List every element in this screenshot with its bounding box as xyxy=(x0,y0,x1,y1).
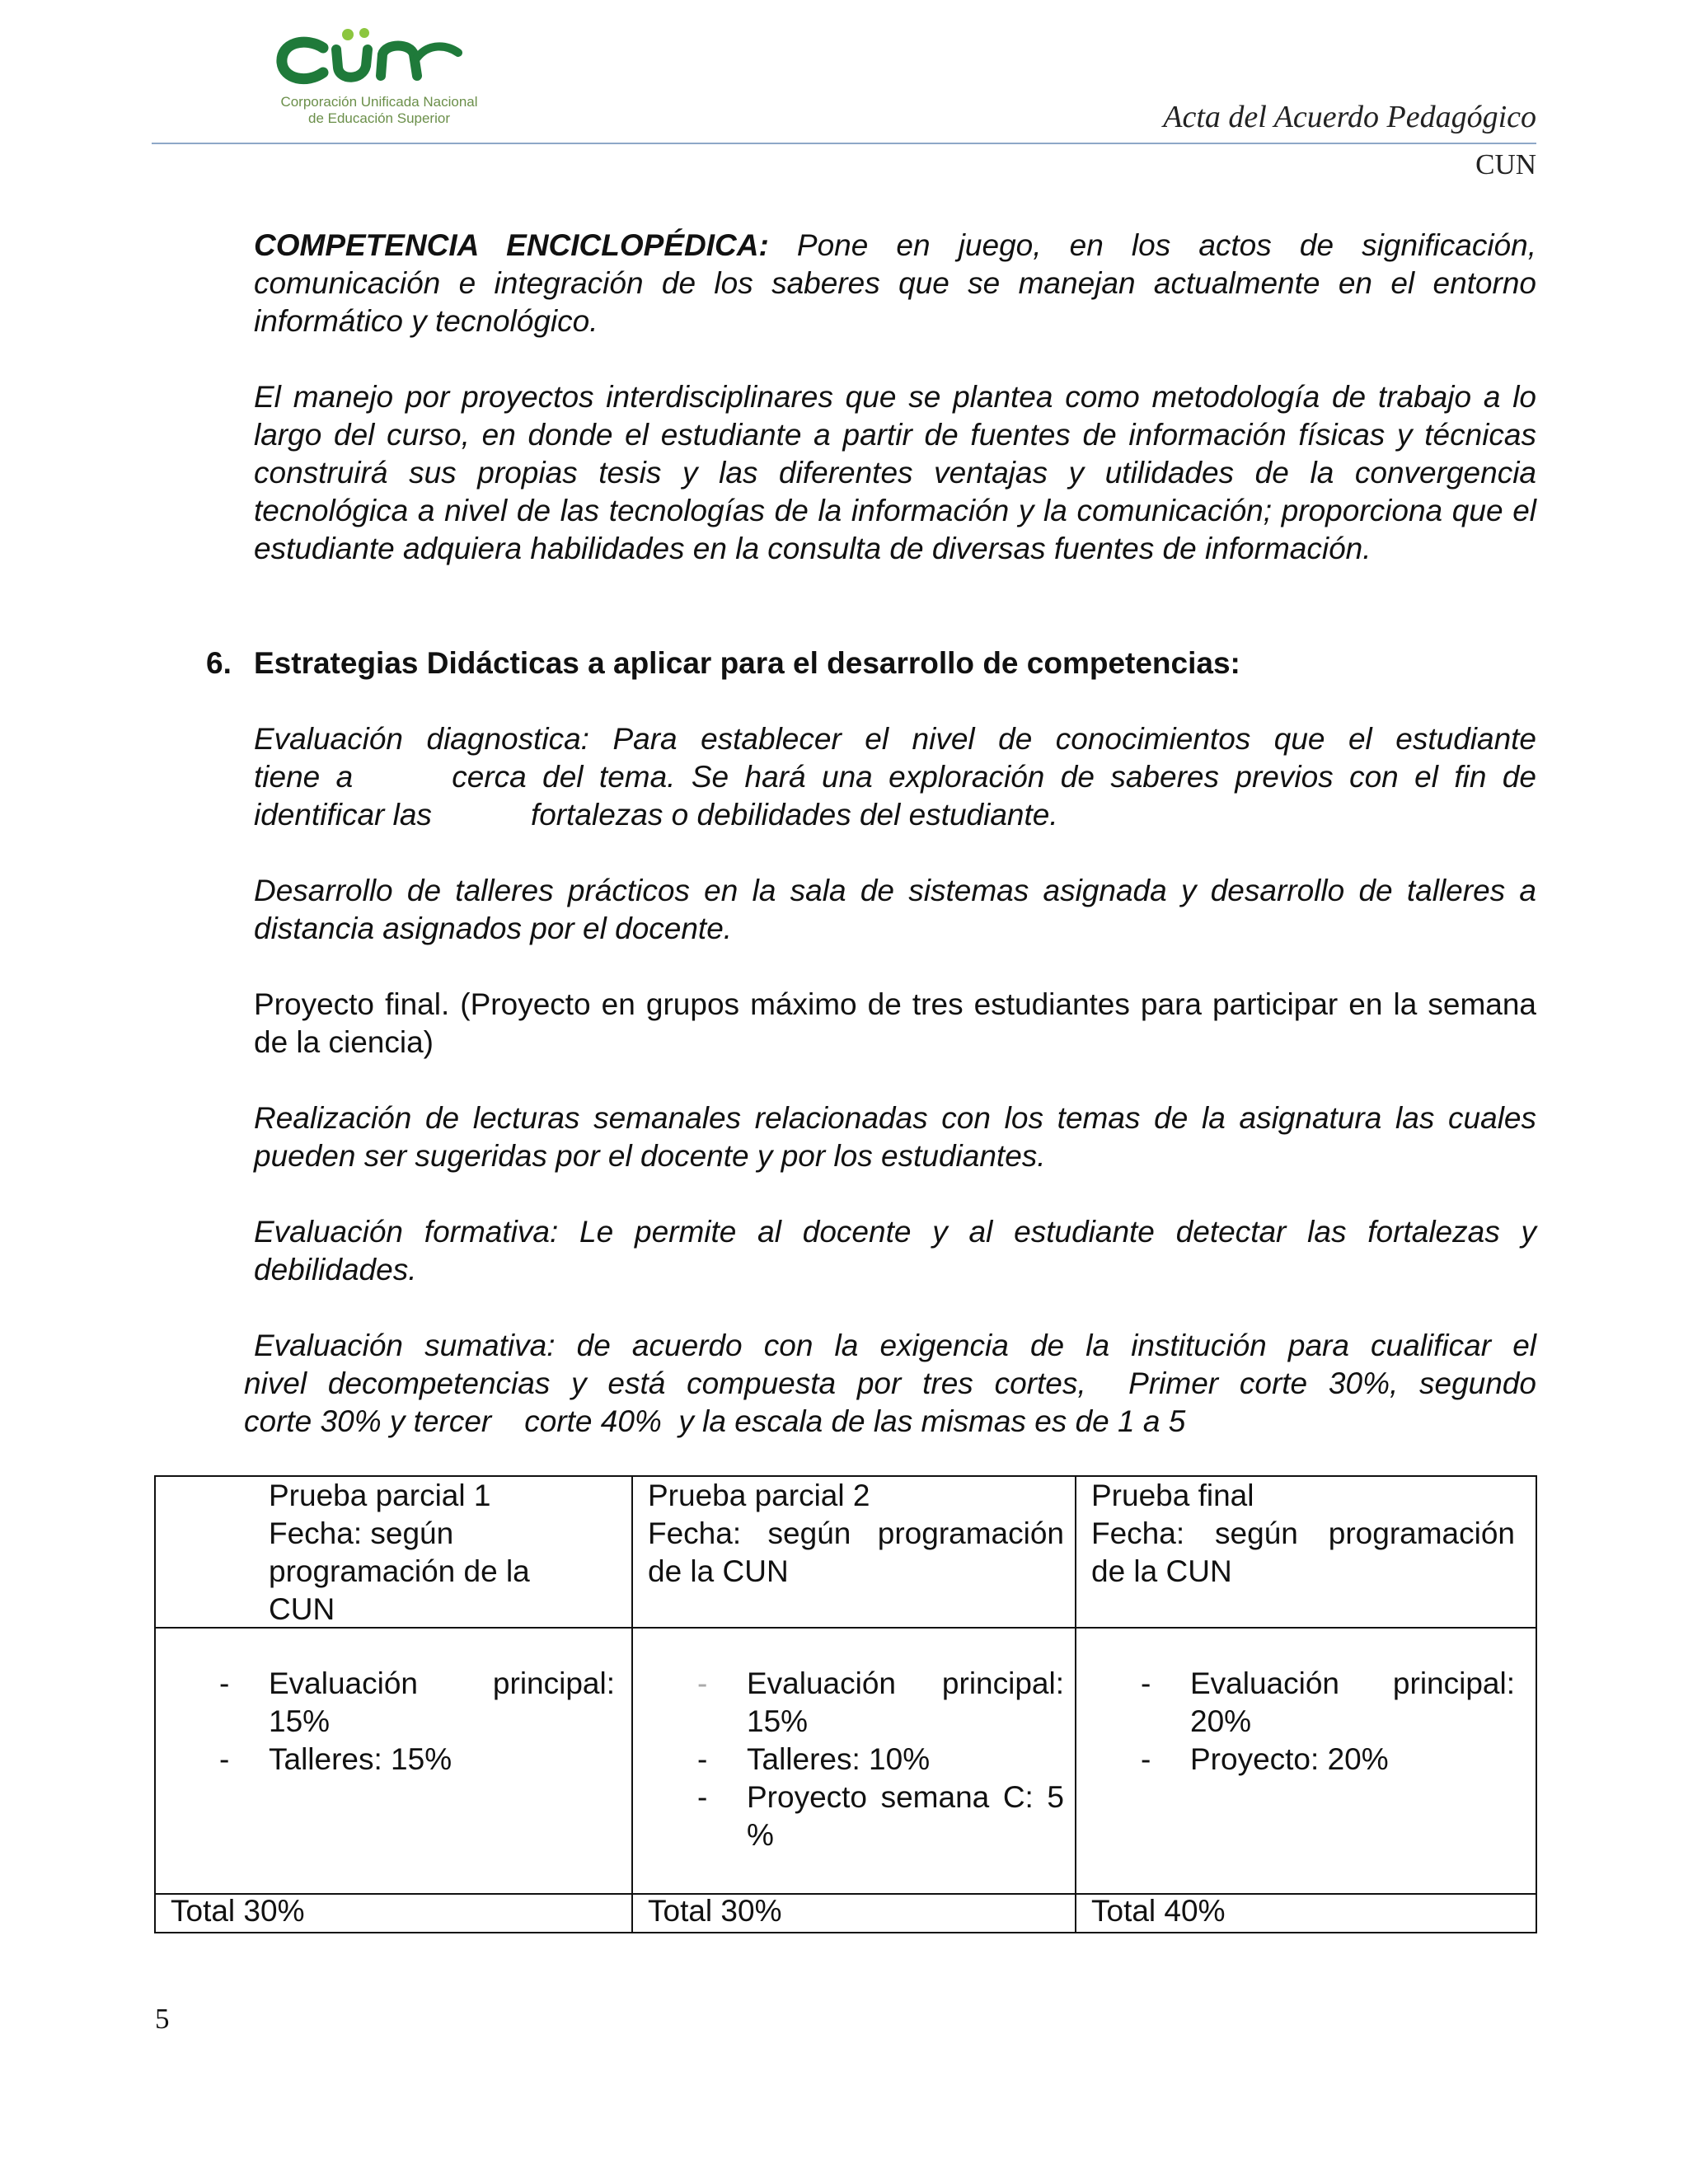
diagnostica-line2 xyxy=(254,758,1536,796)
sumativa-line3-a: corte 30% y tercer xyxy=(244,1404,492,1438)
list-item xyxy=(219,1665,615,1741)
logo-letter-u xyxy=(336,49,368,77)
table-body-cell-3 xyxy=(1141,1665,1515,1779)
document-title: Acta del Acuerdo Pedagógico xyxy=(1163,100,1536,134)
bullet-dash: - xyxy=(1141,1666,1151,1700)
list-item xyxy=(697,1665,1064,1741)
bullet-dash: - xyxy=(219,1666,230,1700)
sumativa-line2: nivel decompetencias y está compuesta por tres cortes, Primer corte 30%, segundo xyxy=(244,1366,1536,1400)
sumativa-line3-b: corte 40% y la escala de las mismas es de 1 a 5 xyxy=(524,1404,1186,1438)
enciclopedica-label: COMPETENCIA ENCICLOPÉDICA: xyxy=(254,228,769,262)
logo-dot-2 xyxy=(359,28,369,38)
list-item xyxy=(697,1741,1064,1779)
paragraph-proyecto-final: Proyecto final. (Proyecto en grupos máximo de tres estudiantes para participar en la semana de la ciencia) xyxy=(254,987,1536,1059)
logo-letter-c xyxy=(282,42,323,79)
header-divider xyxy=(152,143,1536,144)
paragraph-proyectos: El manejo por proyectos interdisciplinares que se plantea como metodología de trabajo a lo largo del curso, en donde el estudiante a partir de fuentes de información físicas y técnicas construirá sus propias tesis y las diferentes ventajas y utilidades de la convergencia tecnológica a nivel de las tecnologías de la información y la comunicación; proporciona que el estudiante adquiera habilidades en la consulta de diversas fuentes de información. xyxy=(254,380,1536,565)
table-body-cell-2 xyxy=(697,1665,1064,1854)
logo-subtitle-line1: Corporación Unificada Nacional xyxy=(280,94,478,110)
table-header-cell-1 xyxy=(269,1477,615,1629)
header-3-line-2: Fecha: según programación xyxy=(1091,1516,1515,1550)
sumativa-line3 xyxy=(244,1403,1536,1441)
diagnostica-line2-b: cerca del tema. Se hará una exploración de saberes previos con el fin de xyxy=(452,760,1537,794)
table-col-divider-1 xyxy=(631,1477,633,1932)
header-1-line-3: programación de la xyxy=(269,1554,530,1588)
page-number: 5 xyxy=(155,2003,170,2035)
section-6-heading xyxy=(206,644,1240,682)
diagnostica-line3 xyxy=(254,796,1536,834)
bullet-dash: - xyxy=(219,1742,230,1776)
bullet-dash: - xyxy=(697,1780,708,1814)
table-total-1: Total 30% xyxy=(171,1894,305,1928)
list-item xyxy=(1141,1665,1515,1741)
item-text: Evaluación principal: 20% xyxy=(1190,1666,1515,1738)
header-2-line-3: de la CUN xyxy=(648,1554,789,1588)
diagnostica-line2-a: tiene a xyxy=(254,760,354,794)
organization-name: CUN xyxy=(1475,148,1536,180)
enciclopedica-text: Pone en juego, en los actos de significación, comunicación e integración de los saberes que se manejan actualmente en el entorno informático y tecnológico. xyxy=(254,228,1536,338)
table-header-cell-3 xyxy=(1091,1477,1515,1591)
item-text: Evaluación principal: 15% xyxy=(269,1666,615,1738)
list-item xyxy=(1141,1741,1515,1779)
header-1-line-2: Fecha: según xyxy=(269,1516,454,1550)
bullet-dash: - xyxy=(697,1666,708,1700)
table-body-cell-1 xyxy=(219,1665,615,1779)
header-3-line-3: de la CUN xyxy=(1091,1554,1232,1588)
header-3-line-1: Prueba final xyxy=(1091,1479,1254,1512)
logo-dot-1 xyxy=(342,29,354,40)
bullet-dash: - xyxy=(697,1742,708,1776)
diagnostica-line1: Evaluación diagnostica: Para establecer el nivel de conocimientos que el estudiante xyxy=(254,722,1536,756)
paragraph-sumativa xyxy=(244,1327,1536,1441)
diagnostica-line3-a: identificar las xyxy=(254,798,432,832)
evaluation-table xyxy=(154,1475,1537,1933)
logo-subtitle xyxy=(280,94,478,127)
paragraph-diagnostica xyxy=(254,720,1536,834)
diagnostica-line3-b: fortalezas o debilidades del estudiante. xyxy=(530,798,1058,832)
section-title: Estrategias Didácticas a aplicar para el desarrollo de competencias: xyxy=(254,646,1240,680)
paragraph-talleres: Desarrollo de talleres prácticos en la sala de sistemas asignada y desarrollo de talleres a distancia asignados por el docente. xyxy=(254,874,1536,945)
table-total-3: Total 40% xyxy=(1091,1894,1226,1928)
item-text: Talleres: 15% xyxy=(269,1742,452,1776)
header-1-line-4: CUN xyxy=(269,1592,335,1626)
paragraph-formativa: Evaluación formativa: Le permite al docente y al estudiante detectar las fortalezas y debilidades. xyxy=(254,1215,1536,1286)
item-text: Proyecto semana C: 5 % xyxy=(747,1780,1064,1852)
sumativa-line1: Evaluación sumativa: de acuerdo con la exigencia de la institución para cualificar el xyxy=(254,1329,1536,1362)
bullet-dash: - xyxy=(1141,1742,1151,1776)
paragraph-enciclopedica xyxy=(254,227,1536,340)
table-total-2: Total 30% xyxy=(648,1894,782,1928)
logo-subtitle-line2: de Educación Superior xyxy=(307,110,450,126)
table-col-divider-2 xyxy=(1075,1477,1076,1932)
table-row-divider-2 xyxy=(156,1893,1536,1895)
header-1-line-1: Prueba parcial 1 xyxy=(269,1479,491,1512)
list-item xyxy=(219,1741,615,1779)
table-header-cell-2 xyxy=(648,1477,1064,1591)
list-item xyxy=(697,1779,1064,1854)
section-number: 6. xyxy=(206,646,232,680)
item-text: Talleres: 10% xyxy=(747,1742,931,1776)
item-text: Proyecto: 20% xyxy=(1190,1742,1389,1776)
paragraph-lecturas: Realización de lecturas semanales relacionadas con los temas de la asignatura las cuales pueden ser sugeridas por el docente y por los estudiantes. xyxy=(254,1101,1536,1173)
logo-swoosh xyxy=(417,46,458,58)
logo-letter-n xyxy=(381,46,417,77)
item-text: Evaluación principal: 15% xyxy=(747,1666,1064,1738)
header-2-line-2: Fecha: según programación xyxy=(648,1516,1064,1550)
header-2-line-1: Prueba parcial 2 xyxy=(648,1479,870,1512)
